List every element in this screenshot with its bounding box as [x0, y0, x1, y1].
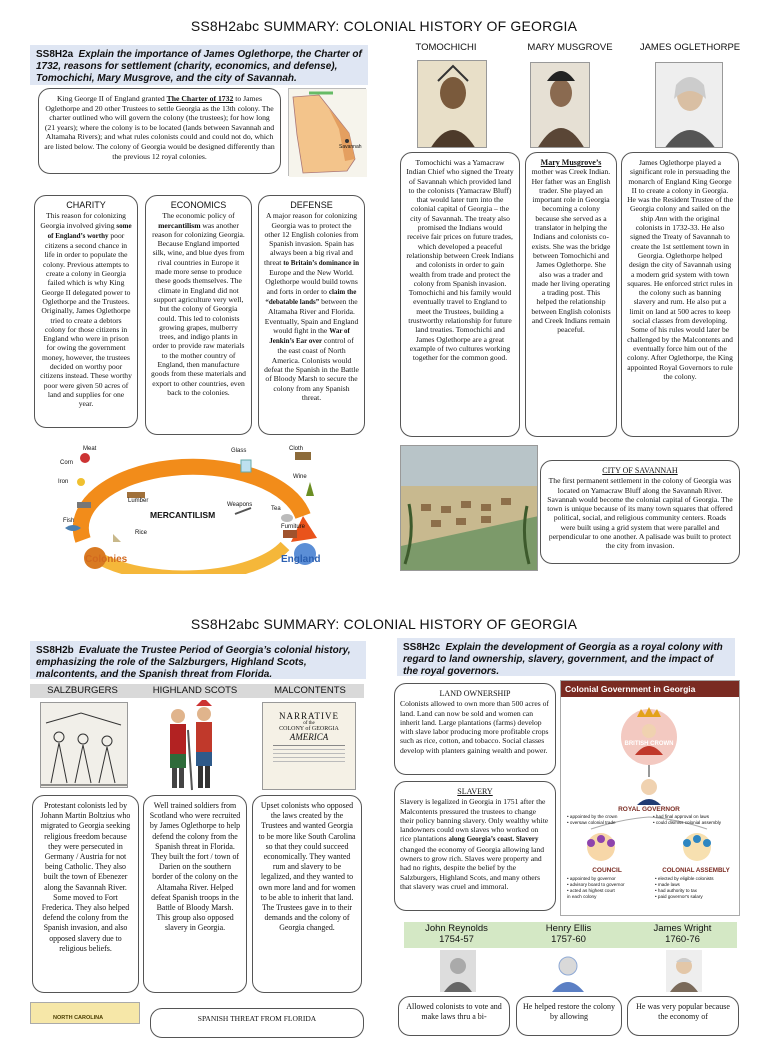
gov-left-point: • appointed by the crown [567, 814, 618, 819]
tomochichi-portrait [417, 60, 487, 148]
royal-governor-label: ROYAL GOVERNOR [618, 806, 680, 813]
highland-scots-text: Well trained soldiers from Scotland who were recruited by James Oglethorpe to help defend the colony from the Spanish threat in Florida. They built the fort / town of Darien on the southern border of the colony on the Altamaha River. Helped defeat Spanish troops in the Battle of Bloody Marsh. This group also opposed slavery in Georgia. [149, 801, 241, 933]
economics-highlight: mercantilism [158, 220, 201, 230]
narrative-colony: COLONY of GEORGIA [279, 726, 339, 732]
mary-musgrove-name: Mary Musgrove’s [540, 158, 602, 167]
governor-left-points [567, 814, 651, 826]
malcontents-text: Upset colonists who opposed the laws created by the Trustees and wanted Georgia to be more like South Carolina so that they could succeed economically. They wanted rum and slavery to be legalized, and they wanted to own more land and for women to be able to inherit that land. The Trustees gave in to their demands and the colony of Georgia changed. [258, 801, 356, 933]
spanish-threat-box [150, 1008, 364, 1038]
governor-name: John Reynolds [425, 923, 488, 934]
header-james-oglethorpe: JAMES OGLETHORPE [639, 42, 741, 53]
land-ownership-text: Colonists allowed to own more than 500 acres of land. Land can now be sold and women can inherit land. Large plantations (farms) develop with slave labor producing more profitable crops such as rice, cotton, and tobacco. Social classes develop with planters gaining wealth and power. [400, 699, 549, 755]
malcontents-narrative-document [262, 702, 356, 790]
charity-text-2: poor citizens a second chance in life in order to populate the colony. Previous attempts to create a colony in Georgia failed which is why King George II delegated power to Oglethorpe and the Trustees. Originally, James Oglethorpe tried to create a debtors colony for those citizens in England who were in prison for owing the government money, however, the trustees decided on worthy poor citizens instead. These worthy poor were given 50 acres of land and supplies for one year. [40, 230, 132, 409]
slavery-text-2: changed the economy of Georgia allowing land owners to grow rich. Slaves were property and had no rights, despite the belief by the Salzburgers, Highland Scots, and many others that slavery was cruel and immoral. [400, 844, 545, 891]
georgia-charter-map [288, 88, 366, 176]
oglethorpe-text-2: with the original colonists in 1732-33. He also signed the Treaty of Savannah to create the 1st settlement town in Georgia. Oglethorpe helped design the city of Savannah using a modern grid system with town squares. He enforced strict rules in the colony such as banning slavery and rum. He also put a limit on land at 500 acres to keep social classes from developing. Some of his rules would later be challenged by the Malcontents and eventually force him out of the colony. After Oglethorpe, the King appointed Royal Governors to rule the colony. [627, 213, 733, 381]
page2-title: SS8H2abc SUMMARY: COLONIAL HISTORY OF GEORGIA [190, 616, 578, 632]
good-furniture-label: Furniture [281, 524, 306, 530]
charity-text-1: This reason for colonizing Georgia involved giving [40, 211, 126, 230]
colonial-assembly-label: COLONIAL ASSEMBLY [662, 867, 730, 874]
standard-2c-text: Explain the development of Georgia as a royal colony with regard to land ownership, slavery, government, and the impact of the royal governors. [403, 642, 723, 678]
page-title: SS8H2abc SUMMARY: COLONIAL HISTORY OF GEORGIA [190, 18, 578, 34]
bottom-map [30, 1002, 140, 1024]
mary-musgrove-portrait [530, 62, 590, 148]
oglethorpe-ship: Ann [655, 213, 668, 223]
standard-2c [397, 638, 735, 676]
standard-code: SS8H2a [36, 49, 74, 60]
land-ownership-box [394, 683, 556, 775]
charter-box [38, 88, 281, 174]
spanish-threat-title: SPANISH THREAT FROM FLORIDA [197, 1014, 317, 1023]
standard-2a [30, 45, 368, 85]
tomochichi-box [400, 152, 520, 437]
good-weapons-label: Weapons [227, 502, 253, 508]
highland-scots-box [143, 795, 247, 993]
defense-text-1: A major reason for colonizing Georgia was to protect the other 12 English colonies from Spanish invasion. Spain has always been a big rival and threat [264, 211, 359, 267]
defense-text-2: Europe and the New World. Oglethorpe would build towns and forts in order to [265, 268, 358, 296]
header-highland-scots: HIGHLAND SCOTS [152, 685, 238, 696]
wright-text: He was very popular because the economy of [636, 1002, 730, 1021]
salzburgers-text: Protestant colonists led by Johann Martin Boltzius who migrated to Georgia seeking religious freedom because they were persecuted in Germany / Austria for not being Catholic. They also built the town of Ebenezer along the Savannah River. Some moved to Fort Frederica. They also helped defend the colony from the Spanish invasion, and also opposed slavery due to religious beliefs. [40, 801, 131, 953]
assembly-point: • paid governor's salary [655, 894, 703, 899]
council-label: COUNCIL [592, 867, 622, 874]
standard-2c-code: SS8H2c [403, 642, 441, 653]
highland-scots-illustration [158, 700, 226, 792]
defense-highlight-2: claim the “debatable lands” [265, 287, 357, 306]
assembly-point: • made laws [655, 882, 680, 887]
good-cloth-label: Cloth [289, 446, 304, 452]
slavery-text-1: Slavery is legalized in Georgia in 1751 after the Malcontents pressured the trustees to change their policy banning slavery. Only wealthy white landowners could own slaves who worked on rice plantations [400, 797, 549, 844]
council-point: • appointed by governor [567, 876, 616, 881]
raw-iron-label: Iron [58, 479, 69, 485]
header-malcontents: MALCONTENTS [274, 685, 346, 696]
malcontents-box [252, 795, 362, 993]
charter-text-2: to James Oglethorpe and 20 other Trustees to settle Georgia as the 13th colony. The charter outlined who will govern the colony (the trustees); for how long (21 years); where the colony is to be located (lands between Savannah and Altamaha Rivers); and what rules colonists could and could not do, which are listed below. The colony of Georgia would be designed differently than the previous 12 royal colonies. [44, 94, 275, 161]
gov-right-point: • had final approval on laws [653, 814, 710, 819]
savannah-map-label: Savannah [339, 144, 362, 150]
council-point: • acted as highest court [567, 888, 615, 893]
mercantilism-label: MERCANTILISM [150, 510, 216, 520]
raw-lumber-label: Lumber [128, 498, 149, 504]
reynolds-box [398, 996, 510, 1036]
ellis-text: He helped restore the colony by allowing [523, 1002, 615, 1021]
standard-text: Explain the importance of James Oglethorpe, the Charter of 1732, reasons for settlement (charity, economics, and defense), Tomochichi, Mary Musgrove, and the city of Savannah. [36, 49, 362, 85]
narrative-of: of the [303, 721, 315, 726]
british-crown-label: BRITISH CROWN [624, 741, 674, 747]
narrative-title: NARRATIVE [279, 711, 339, 721]
defense-highlight-3: War of Jenkin’s Ear over [269, 326, 350, 346]
economics-text-1: The economic policy of [162, 211, 235, 221]
governor-name: James Wright [653, 923, 712, 934]
james-oglethorpe-portrait [655, 62, 723, 148]
good-wine-label: Wine [293, 474, 307, 480]
salzburgers-illustration [40, 702, 128, 788]
savannah-title: CITY OF SAVANNAH [602, 466, 678, 475]
council-point: • advisory board to governor [567, 882, 625, 887]
council-points [567, 876, 651, 900]
oglethorpe-text-1: James Oglethorpe played a significant role in persuading the monarch of England King George II to create a colony in Georgia. He was the Resident Trustee of the Georgia colony and sailed on the ship [627, 158, 733, 223]
council-point: in each colony [567, 894, 597, 899]
defense-title: DEFENSE [290, 200, 333, 210]
reynolds-portrait [440, 950, 476, 992]
gov-left-point: • oversaw colonial trade [567, 820, 616, 825]
governor-wright [630, 923, 735, 945]
mary-musgrove-text: mother was Creek Indian. Her father was an English trader. She played an important role in Georgia becoming a colony because she served as a translator in helping the Indians and colonists co-exists. She was the bridge between Tomochichi and James Oglethorpe. She also was a trader and made her living operating a trading post. This helped the relationship between English colonists and Creek Indians remain peaceful. [531, 167, 611, 335]
standard-2b [30, 641, 366, 679]
james-oglethorpe-box [621, 152, 739, 437]
ellis-portrait [548, 950, 588, 992]
governor-years: 1757-60 [551, 934, 586, 945]
england-label: England [281, 554, 321, 565]
savannah-text: The first permanent settlement in the colony of Georgia was located on Yamacraw Bluff along the Savannah River. Savannah would become the colonial capital of Georgia. The town is unique because of its many town squares that offered political, social, and religious community centers. Roads were built using a grid system that were parallel and perpendicular to one another. A palisade was built to protect the city from invasion. [547, 476, 733, 551]
governor-name: Henry Ellis [545, 923, 592, 934]
economics-text-2: was another reason for colonizing Georgia. Because England imported silk, wine, and blue dyes from rival countries in Europe it made more sense to produce these goods themselves. The climate in England did not support agriculture very well, but the colony of Georgia could. This led to colonists growing grapes, mulberry trees, and indigo plants in order to provide raw materials to the mother country of England, then manufacture goods from these materials and export to other countries, even back to the colonies. [151, 220, 246, 397]
assembly-point: • had authority to tax [655, 888, 697, 893]
mercantilism-diagram [55, 446, 350, 574]
land-ownership-title: LAND OWNERSHIP [439, 689, 511, 698]
good-glass-label: Glass [231, 448, 247, 454]
economics-box [145, 195, 252, 435]
slavery-box [394, 781, 556, 911]
mary-musgrove-box [525, 152, 617, 437]
governor-years: 1754-57 [439, 934, 474, 945]
wright-box [627, 996, 739, 1036]
narrative-america: AMERICA [289, 732, 329, 742]
charity-box [34, 195, 138, 428]
header-salzburgers: SALZBURGERS [47, 685, 118, 696]
standard-2b-text: Evaluate the Trustee Period of Georgia’s colonial history, emphasizing the role of the Salzburgers, Highland Scots, malcontents, and the Spanish threat from Florida. [36, 645, 351, 681]
raw-corn-label: Corn [60, 460, 74, 466]
header-tomochichi: TOMOCHICHI [415, 42, 477, 53]
assembly-point: • elected by eligible colonists [655, 876, 714, 881]
charity-highlight: some of England’s worthy [47, 221, 132, 240]
colonial-government-chart [560, 680, 740, 916]
governor-ellis [516, 923, 621, 945]
slavery-highlight: along Georgia’s coast. Slavery [448, 835, 539, 844]
charter-text-1: King George II of England granted [57, 94, 167, 103]
standard-2b-code: SS8H2b [36, 645, 74, 656]
defense-box [258, 195, 365, 435]
defense-text-3: between the Altamaha River and Florida. Eventually, Spain and England would fight in the [264, 296, 359, 335]
tomochichi-text: Tomochichi was a Yamacraw Indian Chief who signed the Treaty of Savannah which provided land to the colonists (Yamacraw Bluff) that would later turn into the colonial capital of Georgia – the city of Savannah. The treaty also promised the Indians would receive fair prices on future trades, which developed a peaceful relationship between Creek Indians and colonists in order to gain wealth from trade and protect the colony from Spanish invasion. Tomochichi and his family would eventually travel to England to meet the Trustees, building a trustworthy relationship for future land treaties. Tomochichi and James Oglethorpe are a great example of two cultures working together for the common good. [406, 158, 514, 363]
reynolds-text: Allowed colonists to vote and make laws thru a bi- [406, 1002, 502, 1021]
savannah-illustration [400, 445, 538, 571]
charter-of-1732-link: The Charter of 1732 [166, 94, 234, 103]
colonies-label: Colonies [85, 554, 128, 565]
defense-highlight-1: to Britain’s dominance in [283, 258, 359, 267]
charity-title: CHARITY [66, 200, 106, 210]
raw-rice-label: Rice [135, 530, 148, 536]
ellis-box [516, 996, 622, 1036]
header-mary-musgrove: MARY MUSGROVE [527, 42, 613, 53]
governor-right-points [653, 814, 739, 826]
good-tea-label: Tea [271, 506, 281, 512]
governor-reynolds [404, 923, 509, 945]
slavery-title: SLAVERY [457, 787, 493, 796]
salzburgers-box [32, 795, 139, 993]
north-carolina-label: NORTH CAROLINA [53, 1015, 104, 1021]
raw-fish-label: Fish [63, 518, 75, 524]
defense-text-4: control of the east coast of North America. Colonists would defeat the Spanish in the Battle of Bloody Marsh to secure the colony from any Spanish threat. [264, 336, 359, 402]
raw-meat-label: Meat [83, 446, 97, 452]
city-of-savannah-box [540, 460, 740, 564]
economics-title: ECONOMICS [170, 200, 227, 210]
wright-portrait [666, 950, 702, 992]
assembly-points [655, 876, 739, 900]
governor-years: 1760-76 [665, 934, 700, 945]
gov-right-point: • could dismiss colonial assembly [653, 820, 721, 825]
gov-chart-title: Colonial Government in Georgia [561, 681, 739, 697]
